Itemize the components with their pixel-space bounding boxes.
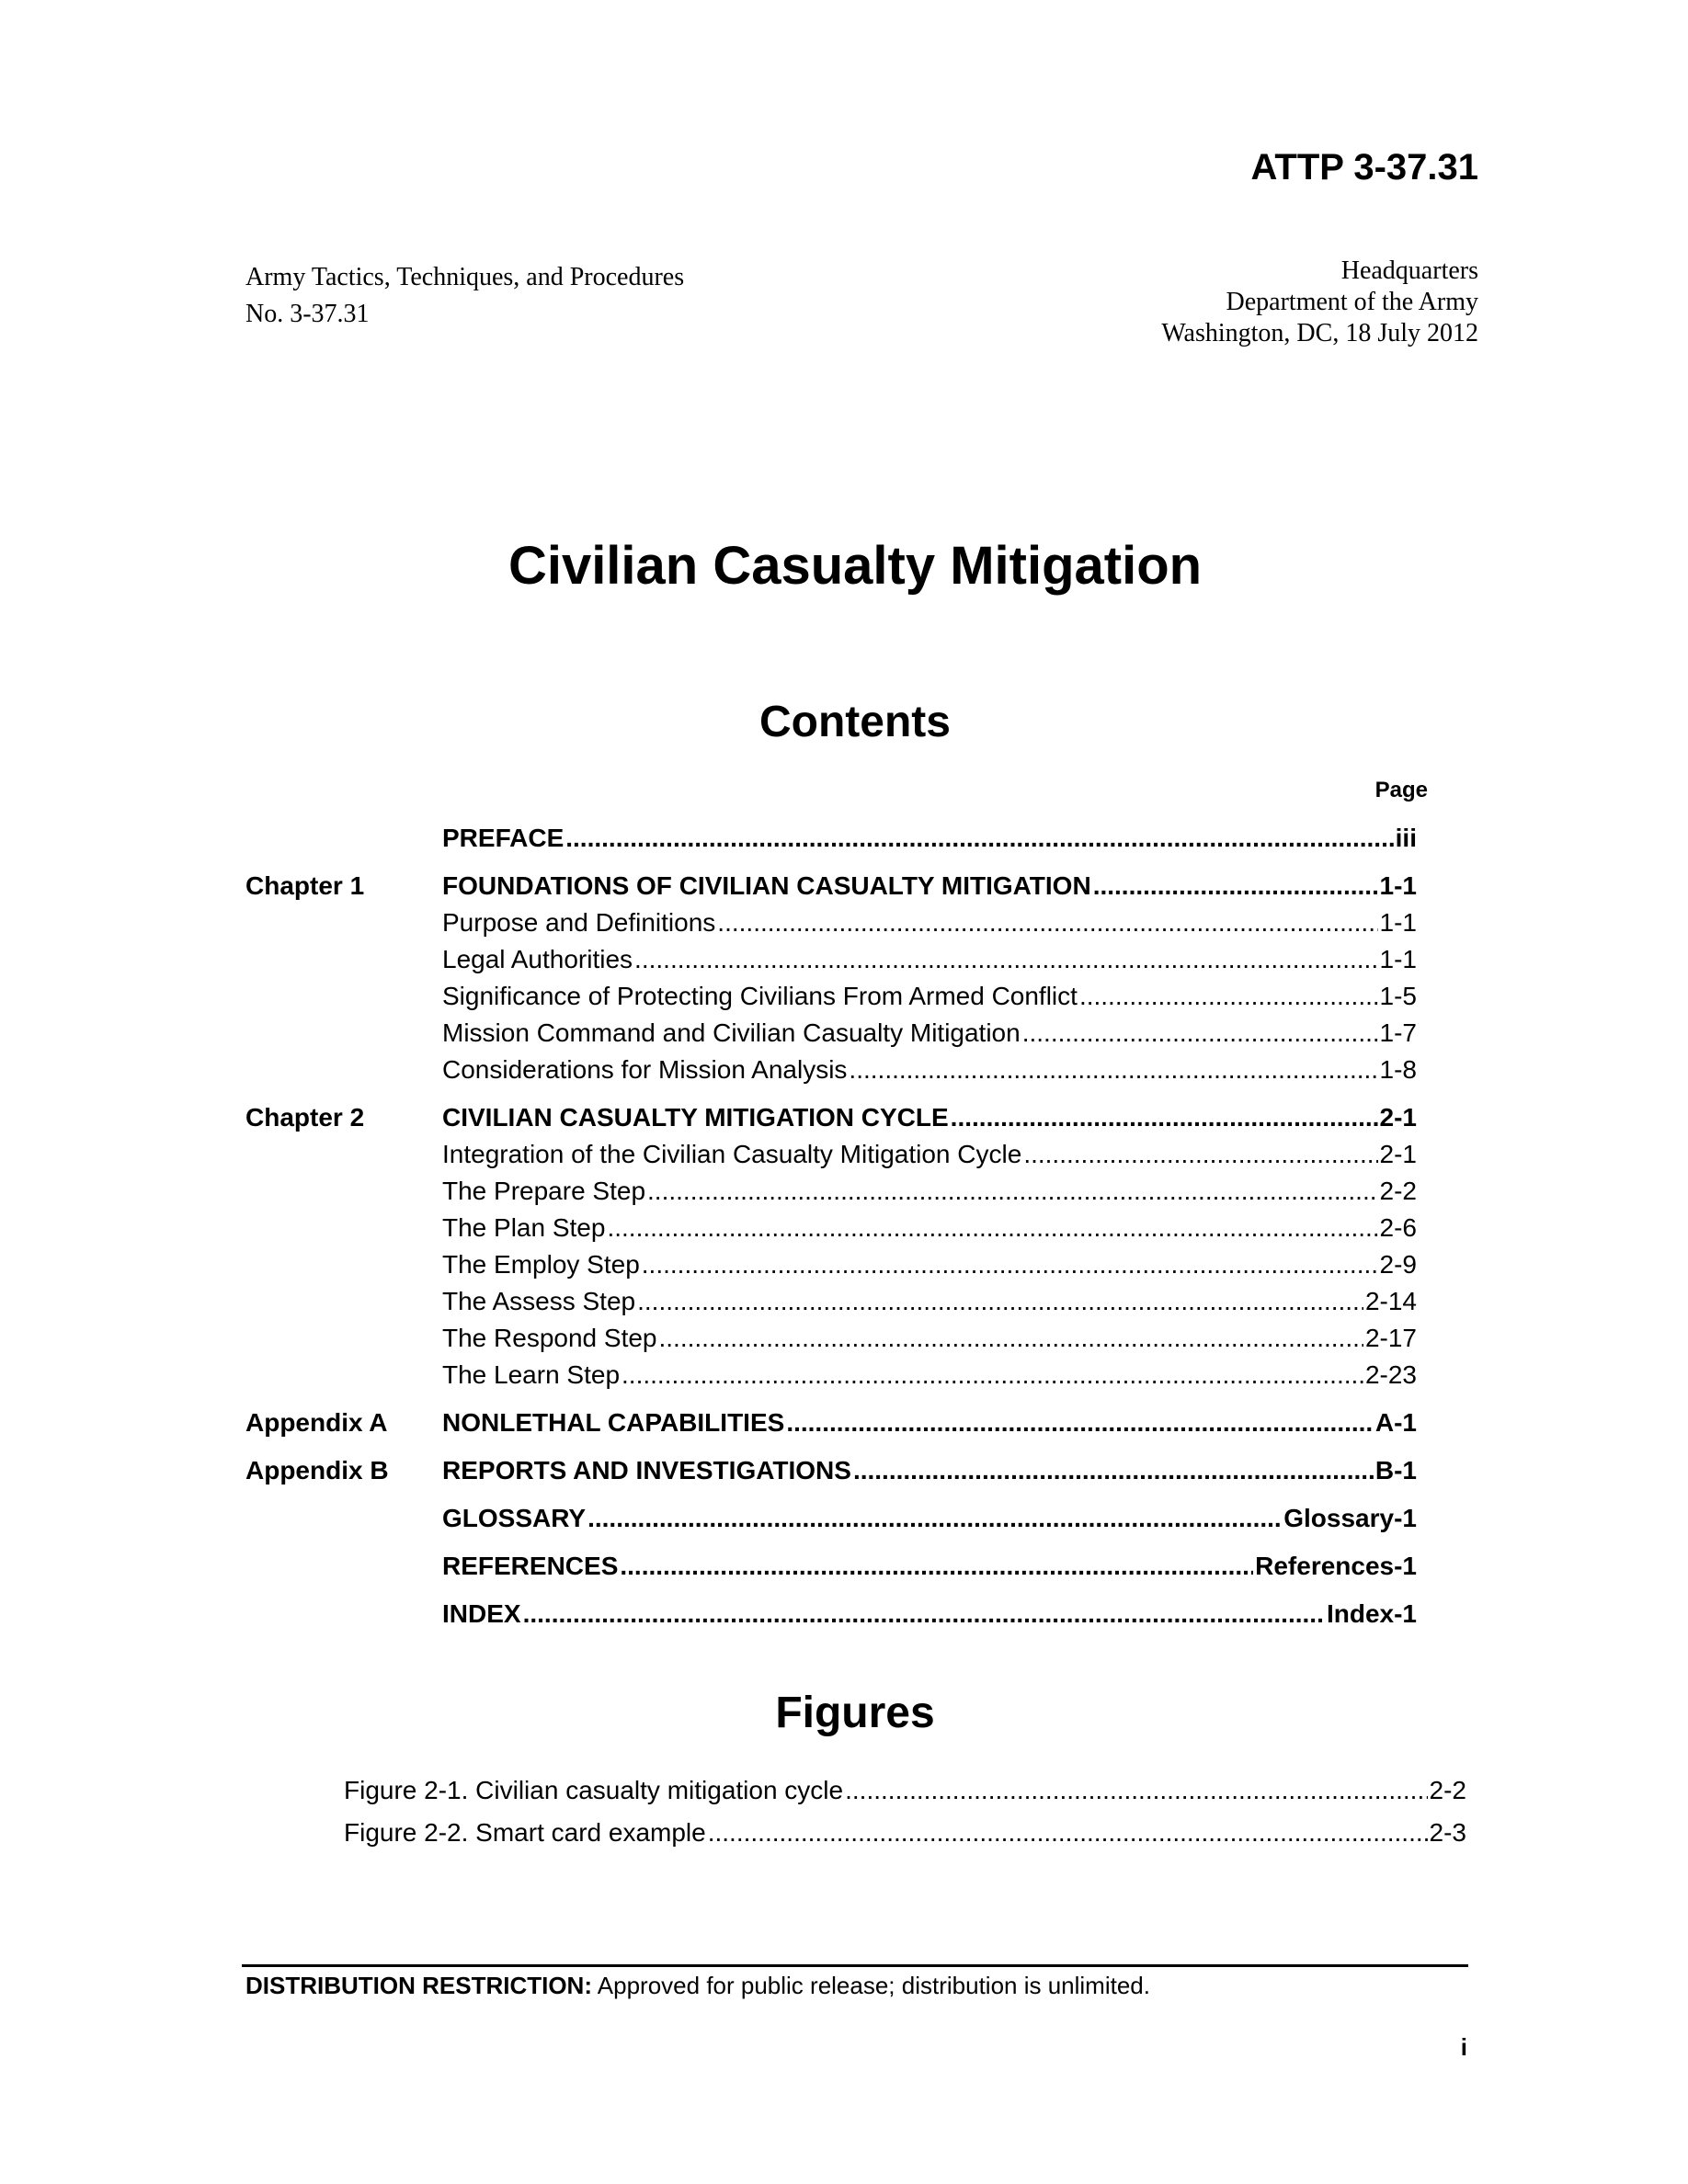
toc-row bbox=[0, 1405, 1688, 1441]
dot-leader bbox=[1022, 1015, 1378, 1052]
distribution-restriction bbox=[245, 1967, 1150, 2004]
dot-leader bbox=[587, 1500, 1282, 1537]
dot-leader bbox=[786, 1405, 1374, 1441]
headquarters-line: Headquarters bbox=[1340, 256, 1478, 285]
toc-entry[interactable] bbox=[442, 1320, 1417, 1357]
dot-leader bbox=[634, 941, 1377, 978]
dot-leader bbox=[849, 1052, 1377, 1088]
toc-entry[interactable] bbox=[442, 941, 1417, 978]
toc-entry[interactable] bbox=[442, 868, 1417, 904]
toc-entry[interactable] bbox=[442, 1405, 1417, 1441]
dot-leader bbox=[1093, 868, 1378, 904]
toc-entry[interactable] bbox=[442, 1099, 1417, 1136]
toc-entry-title: FOUNDATIONS OF CIVILIAN CASUALTY MITIGATION bbox=[442, 871, 1091, 900]
toc-row bbox=[0, 820, 1688, 857]
toc-row bbox=[0, 1548, 1688, 1585]
toc-entry-title: Mission Command and Civilian Casualty Mitigation bbox=[442, 1018, 1021, 1047]
toc-row bbox=[0, 1357, 1688, 1393]
publication-type: Army Tactics, Techniques, and Procedures bbox=[245, 263, 685, 291]
page-column-label: Page bbox=[1374, 778, 1428, 802]
toc-section-label: Chapter 1 bbox=[245, 871, 365, 900]
document-title: Civilian Casualty Mitigation bbox=[508, 536, 1203, 596]
toc-row bbox=[0, 1052, 1688, 1088]
figure-entry[interactable] bbox=[344, 1814, 1466, 1851]
toc-entry-title: The Learn Step bbox=[442, 1360, 621, 1389]
toc-entry-title: CIVILIAN CASUALTY MITIGATION CYCLE bbox=[442, 1103, 949, 1132]
distribution-label: DISTRIBUTION RESTRICTION: bbox=[245, 1972, 592, 1999]
toc-entry-title: NONLETHAL CAPABILITIES bbox=[442, 1408, 785, 1437]
toc-entry[interactable] bbox=[442, 1283, 1417, 1320]
toc-row bbox=[0, 978, 1688, 1015]
toc-row bbox=[0, 1173, 1688, 1210]
dot-leader bbox=[853, 1452, 1374, 1489]
figure-entry-page: 2-3 bbox=[1429, 1818, 1466, 1847]
toc-row bbox=[0, 1596, 1688, 1632]
dot-leader bbox=[607, 1210, 1377, 1246]
department-line: Department of the Army bbox=[1226, 288, 1478, 316]
toc-entry[interactable] bbox=[442, 1548, 1417, 1585]
toc-entry[interactable] bbox=[442, 1246, 1417, 1283]
toc-entry-page: References-1 bbox=[1255, 1552, 1417, 1580]
toc-entry-page: 2-17 bbox=[1364, 1324, 1417, 1352]
contents-heading: Contents bbox=[759, 698, 951, 746]
toc-entry-title: Significance of Protecting Civilians From Armed Conflict bbox=[442, 982, 1078, 1010]
toc-row bbox=[0, 1210, 1688, 1246]
toc-row bbox=[0, 1015, 1688, 1052]
toc-row bbox=[0, 941, 1688, 978]
toc-row bbox=[0, 1500, 1688, 1537]
dot-leader bbox=[951, 1099, 1378, 1136]
toc-row bbox=[0, 1099, 1688, 1136]
toc-entry[interactable] bbox=[442, 1357, 1417, 1393]
toc-row bbox=[0, 1452, 1688, 1489]
toc-entry-page: A-1 bbox=[1374, 1408, 1417, 1437]
toc-entry-page: 1-8 bbox=[1379, 1055, 1417, 1084]
toc-entry[interactable] bbox=[442, 1452, 1417, 1489]
toc-entry-title: The Employ Step bbox=[442, 1250, 640, 1279]
toc-entry-page: 2-23 bbox=[1364, 1360, 1417, 1389]
dot-leader bbox=[642, 1246, 1378, 1283]
figures-heading: Figures bbox=[775, 1689, 935, 1737]
toc-entry[interactable] bbox=[442, 820, 1417, 857]
toc-entry-page: 1-1 bbox=[1379, 908, 1417, 937]
toc-entry-page: 2-1 bbox=[1379, 1140, 1417, 1168]
toc-section-label: Appendix B bbox=[245, 1456, 389, 1484]
toc-entry[interactable] bbox=[442, 1596, 1417, 1632]
location-date-line: Washington, DC, 18 July 2012 bbox=[1161, 319, 1478, 347]
toc-row bbox=[0, 1246, 1688, 1283]
toc-entry-title: Considerations for Mission Analysis bbox=[442, 1055, 848, 1084]
toc-entry-title: REFERENCES bbox=[442, 1552, 619, 1580]
dot-leader bbox=[717, 904, 1377, 941]
figure-entry-title: Figure 2-2. Smart card example bbox=[344, 1818, 706, 1847]
toc-entry-page: Index-1 bbox=[1326, 1599, 1417, 1628]
toc-row bbox=[0, 1283, 1688, 1320]
document-number: ATTP 3-37.31 bbox=[1250, 147, 1478, 188]
dot-leader bbox=[708, 1814, 1428, 1851]
issuing-authority bbox=[1161, 256, 1478, 349]
toc-entry-title: INDEX bbox=[442, 1599, 521, 1628]
publication-designation bbox=[245, 259, 684, 333]
toc-entry-page: 1-1 bbox=[1379, 945, 1417, 973]
toc-entry[interactable] bbox=[442, 1500, 1417, 1537]
toc-entry[interactable] bbox=[442, 1210, 1417, 1246]
distribution-text: Approved for public release; distribution is unlimited. bbox=[592, 1972, 1150, 1999]
dot-leader bbox=[565, 820, 1393, 857]
dot-leader bbox=[659, 1320, 1363, 1357]
toc-entry-title: Legal Authorities bbox=[442, 945, 633, 973]
dot-leader bbox=[845, 1772, 1427, 1809]
toc-entry-title: The Respond Step bbox=[442, 1324, 657, 1352]
dot-leader bbox=[1079, 978, 1378, 1015]
figure-entry-page: 2-2 bbox=[1429, 1776, 1466, 1804]
toc-section-label: Appendix A bbox=[245, 1408, 388, 1437]
dot-leader bbox=[622, 1357, 1363, 1393]
toc-entry-title: The Assess Step bbox=[442, 1287, 636, 1315]
dot-leader bbox=[620, 1548, 1253, 1585]
toc-entry[interactable] bbox=[442, 1136, 1417, 1173]
toc-entry-page: Glossary-1 bbox=[1283, 1504, 1417, 1532]
toc-entry-page: 2-14 bbox=[1364, 1287, 1417, 1315]
toc-entry-page: 2-2 bbox=[1379, 1177, 1417, 1205]
toc-entry[interactable] bbox=[442, 904, 1417, 941]
dot-leader bbox=[647, 1173, 1378, 1210]
figure-entry-title: Figure 2-1. Civilian casualty mitigation cycle bbox=[344, 1776, 844, 1804]
toc-entry-title: The Prepare Step bbox=[442, 1177, 646, 1205]
toc-entry-page: 2-1 bbox=[1379, 1103, 1417, 1132]
toc-row bbox=[0, 868, 1688, 904]
toc-entry-title: REPORTS AND INVESTIGATIONS bbox=[442, 1456, 851, 1484]
toc-row bbox=[0, 1320, 1688, 1357]
toc-section-label: Chapter 2 bbox=[245, 1103, 365, 1132]
toc-entry[interactable] bbox=[442, 1052, 1417, 1088]
dot-leader bbox=[1023, 1136, 1377, 1173]
toc-entry-page: iii bbox=[1395, 824, 1417, 852]
toc-row bbox=[0, 904, 1688, 941]
toc-entry[interactable] bbox=[442, 978, 1417, 1015]
toc-entry-page: 1-1 bbox=[1379, 871, 1417, 900]
page-number: i bbox=[1460, 2033, 1467, 2061]
publication-number: No. 3-37.31 bbox=[245, 300, 370, 328]
toc-entry-title: Purpose and Definitions bbox=[442, 908, 716, 937]
toc-entry-page: 2-9 bbox=[1379, 1250, 1417, 1279]
toc-entry-title: The Plan Step bbox=[442, 1213, 606, 1242]
toc-entry-page: 1-7 bbox=[1379, 1018, 1417, 1047]
toc-entry-title: GLOSSARY bbox=[442, 1504, 587, 1532]
dot-leader bbox=[523, 1596, 1325, 1632]
toc-row bbox=[0, 1136, 1688, 1173]
figure-entry[interactable] bbox=[344, 1772, 1466, 1809]
toc-entry[interactable] bbox=[442, 1173, 1417, 1210]
toc-entry-page: 2-6 bbox=[1379, 1213, 1417, 1242]
toc-entry-title: Integration of the Civilian Casualty Mitigation Cycle bbox=[442, 1140, 1022, 1168]
dot-leader bbox=[637, 1283, 1363, 1320]
toc-entry-title: PREFACE bbox=[442, 824, 565, 852]
toc-entry[interactable] bbox=[442, 1015, 1417, 1052]
toc-entry-page: B-1 bbox=[1374, 1456, 1417, 1484]
toc-entry-page: 1-5 bbox=[1379, 982, 1417, 1010]
